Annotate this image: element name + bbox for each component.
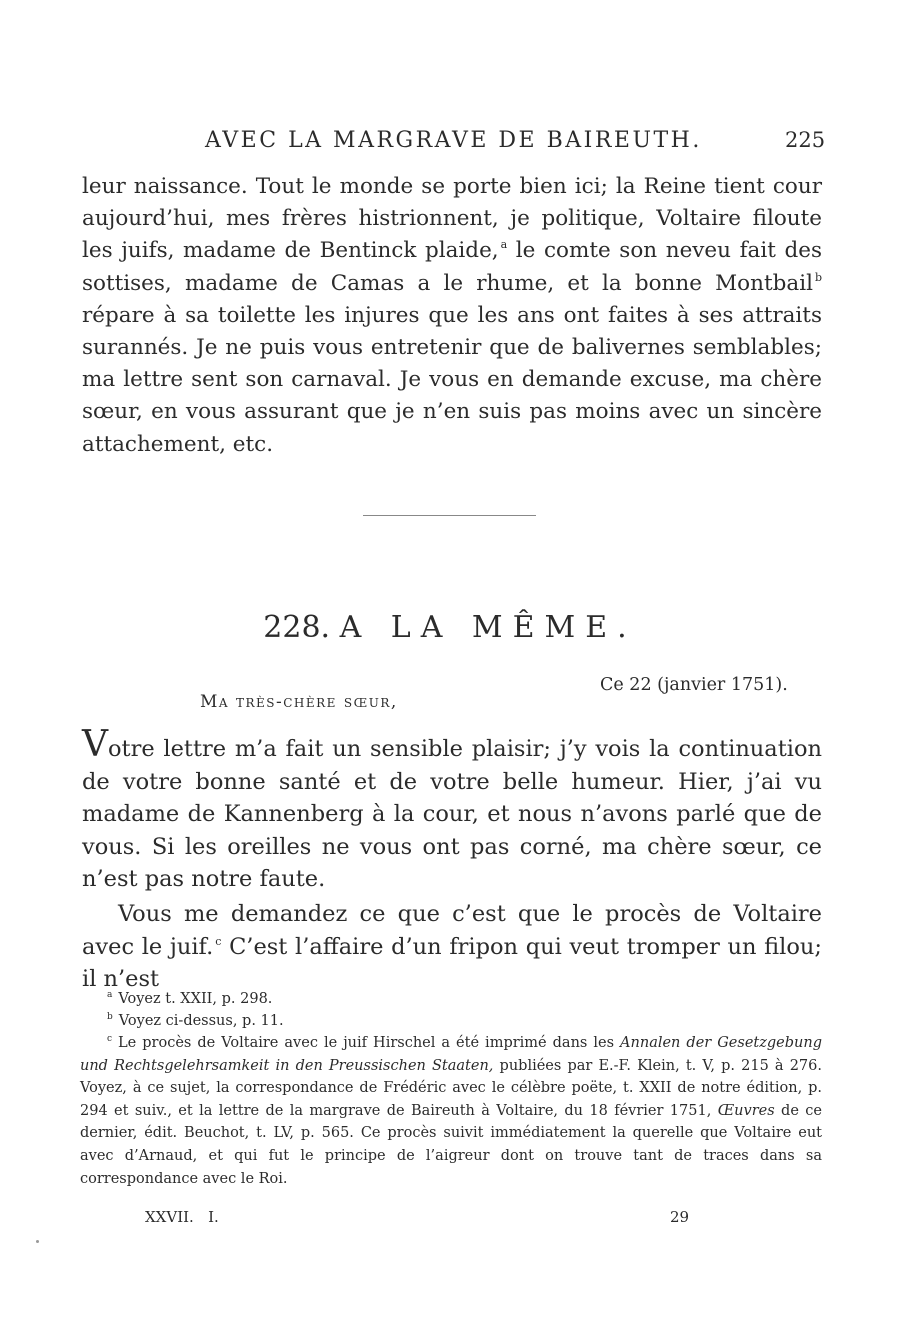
letter-number: 228. [263,610,331,645]
footnote-b-mark: b [107,1012,113,1022]
letter-dateline: Ce 22 (janvier 1751). [600,675,788,695]
letter-salutation: Ma très-chère sœur, [200,692,398,712]
continuation-between-refs: le comte son neveu fait des sottises, madame de Camas a le rhume, et la bonne Montbail [82,238,822,296]
letter-paragraph-2-before-c: Vous me demandez ce que c’est que le procès de Voltaire avec le juif. [82,901,822,960]
letter-paragraph-1-body: otre lettre m’a fait un sensible plaisir; j’y vois la continuation de votre bonne santé et de votre belle humeur. Hier, j’ai vu madame de Kannenberg à la cour, et nous n’avons parlé que de vous. Si les oreilles ne vous ont pas corné, ma chère sœur, ce n’est pas notre faute. [82,736,822,892]
footnote-a [107,988,807,1011]
footnote-ref-b: b [814,270,822,284]
section-divider [363,515,536,516]
footnote-c-part1: Le procès de Voltaire avec le juif Hirschel a été imprimé dans les [118,1035,621,1051]
footer-signature: XXVII. I. [145,1208,219,1226]
footnote-a-mark: a [107,990,113,1000]
paper-speck [36,1240,39,1243]
footnote-c-work-title: Œuvres [717,1102,775,1119]
initial-letter: V [82,724,108,765]
continuation-after-b: répare à sa toilette les injures que les ans ont faites à ses attraits surannés. Je ne puis vous entretenir que de balivernes semblables; ma lettre sent son carnaval. Je vous en demande excuse, ma chère sœur, en vous assurant que je n’en suis pas moins avec un sincère attachement, etc. [82,302,822,457]
footnote-ref-c: c [215,934,222,948]
continuation-paragraph [82,171,822,461]
running-head: AVEC LA MARGRAVE DE BAIREUTH. [205,128,702,153]
letter-paragraph-1 [82,724,822,896]
letter-title: A LA MÊME. [339,610,637,645]
footnote-a-text: Voyez t. XXII, p. 298. [118,991,273,1007]
footnote-c-part3: de ce dernier, édit. Beuchot, t. LV, p. 565. Ce procès suivit immédiatement la querelle que Voltaire eut avec d’Arnaud, et qui fut le principe de l’aigreur dont on trouve tant de traces dans sa correspondance avec le Roi. [80,1102,822,1187]
footnote-b-text: Voyez ci-dessus, p. 11. [118,1013,284,1029]
letter-heading [0,610,900,645]
letter-paragraph-2 [82,898,822,996]
footnote-c-mark: c [107,1034,113,1044]
continuation-text [82,171,822,461]
letter-paragraph-1-text [82,724,822,896]
footer-sheet-number: 29 [670,1208,690,1226]
footnote-ref-a: a [500,238,508,252]
footnote-b [107,1010,807,1033]
footnote-c-journal-title: Annalen der Gesetzgebung und Rechtsgelehrsamkeit in den Preussischen Staaten, [80,1035,822,1074]
page-number: 225 [785,128,826,152]
continuation-before-a: leur naissance. Tout le monde se porte bien ici; la Reine tient cour aujourd’hui, mes frères histrionnent, je politique, Voltaire filoute les juifs, madame de Bentinck plaide, [82,174,822,264]
letter-paragraph-2-text [82,898,822,996]
letter-paragraph-2-after-c: C’est l’affaire d’un fripon qui veut tromper un filou; il n’est [82,933,822,992]
footnote-c [80,1032,822,1190]
footnote-c-part2: publiées par E.-F. Klein, t. V, p. 215 à 276. Voyez, à ce sujet, la correspondance de Frédéric avec le célèbre poëte, t. XXII de notre édition, p. 294 et suiv., et la lettre de la margrave de Baireuth à Voltaire, du 18 février 1751, [80,1057,822,1119]
